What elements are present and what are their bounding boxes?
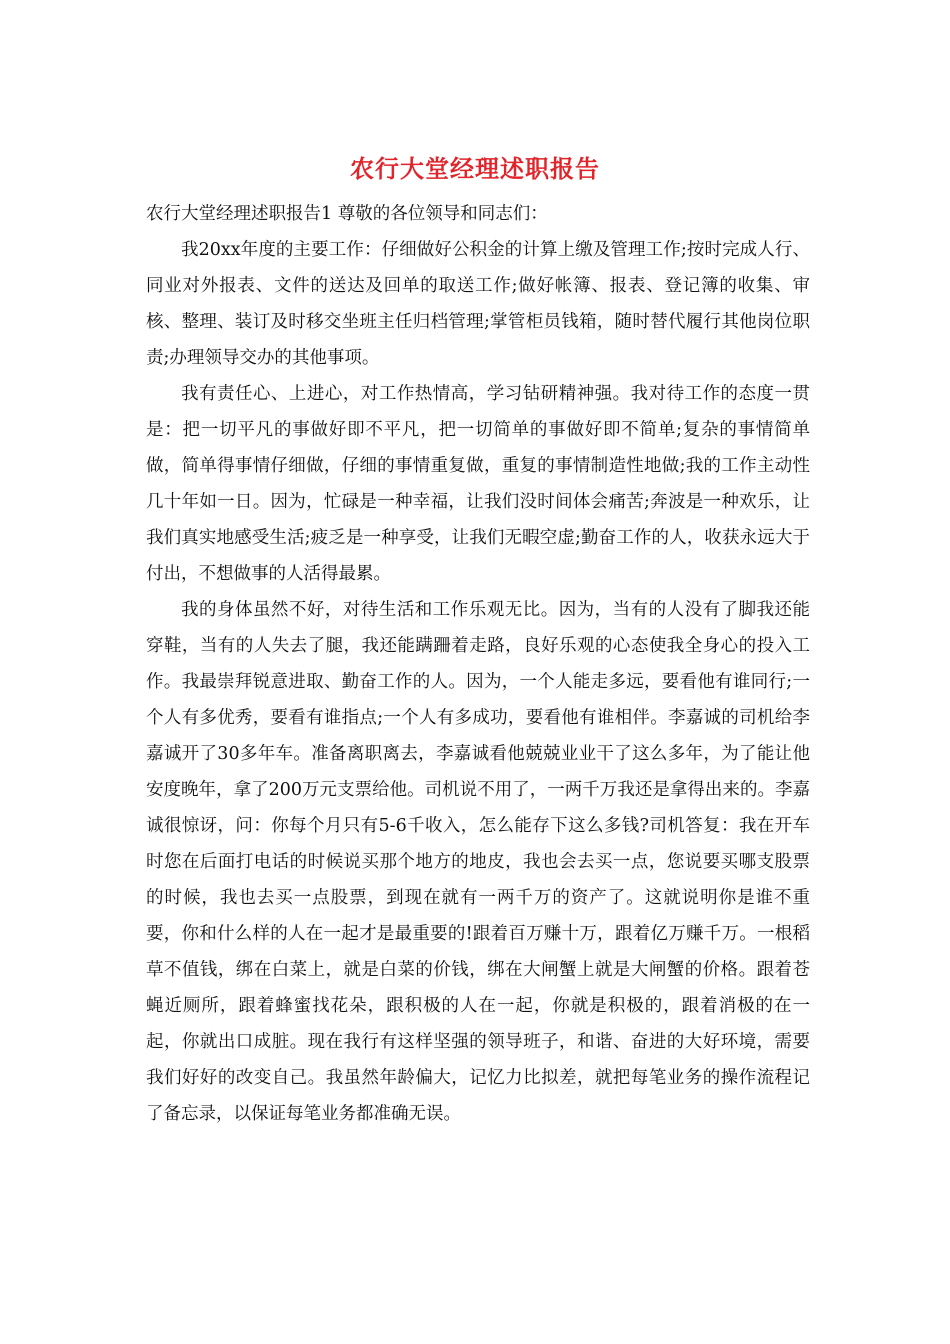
document-body [146,196,810,1132]
paragraph-2: 我有责任心、上进心，对工作热情高，学习钻研精神强。我对待工作的态度一贯是：把一切平凡的事做好即不平凡，把一切简单的事做好即不简单;复杂的事情简单做，简单得事情仔细做，仔细的事情重复做，重复的事情制造性地做;我的工作主动性几十年如一日。因为，忙碌是一种幸福，让我们没时间体会痛苦;奔波是一种欢乐，让我们真实地感受生活;疲乏是一种享受，让我们无暇空虚;勤奋工作的人，收获永远大于付出，不想做事的人活得最累。 [146,384,810,584]
document-title: 农行大堂经理述职报告 [350,154,600,183]
paragraph-3: 我的身体虽然不好，对待生活和工作乐观无比。因为，当有的人没有了脚我还能穿鞋，当有的人失去了腿，我还能蹒跚着走路，良好乐观的心态使我全身心的投入工作。我最崇拜锐意进取、勤奋工作的人。因为，一个人能走多远，要看他有谁同行;一个人有多优秀，要看有谁指点;一个人有多成功，要看他有谁相伴。李嘉诚的司机给李嘉诚开了30多年车。准备离职离去，李嘉诚看他兢兢业业干了这么多年，为了能让他安度晚年，拿了200万元支票给他。司机说不用了，一两千万我还是拿得出来的。李嘉诚很惊讶，问：你每个月只有5-6千收入，怎么能存下这么多钱?司机答复：我在开车时您在后面打电话的时候说买那个地方的地皮，我也会去买一点，您说要买哪支股票的时候，我也去买一点股票，到现在就有一两千万的资产了。这就说明你是谁不重要，你和什么样的人在一起才是最重要的!跟着百万赚十万，跟着亿万赚千万。一根稻草不值钱，绑在白菜上，就是白菜的价钱，绑在大闸蟹上就是大闸蟹的价格。跟着苍蝇近厕所，跟着蜂蜜找花朵，跟积极的人在一起，你就是积极的，跟着消极的在一起，你就出口成脏。现在我行有这样坚强的领导班子，和谐、奋进的大好环境，需要我们好好的改变自己。我虽然年龄偏大，记忆力比拟差，就把每笔业务的操作流程记了备忘录，以保证每笔业务都准确无误。 [146,600,810,1124]
intro-line: 农行大堂经理述职报告1 尊敬的各位领导和同志们： [146,204,548,224]
paragraph-1: 我20xx年度的主要工作：仔细做好公积金的计算上缴及管理工作;按时完成人行、同业对外报表、文件的送达及回单的取送工作;做好帐簿、报表、登记簿的收集、审核、整理、装订及时移交坐班主任归档管理;掌管柜员钱箱，随时替代履行其他岗位职责;办理领导交办的其他事项。 [146,240,810,368]
